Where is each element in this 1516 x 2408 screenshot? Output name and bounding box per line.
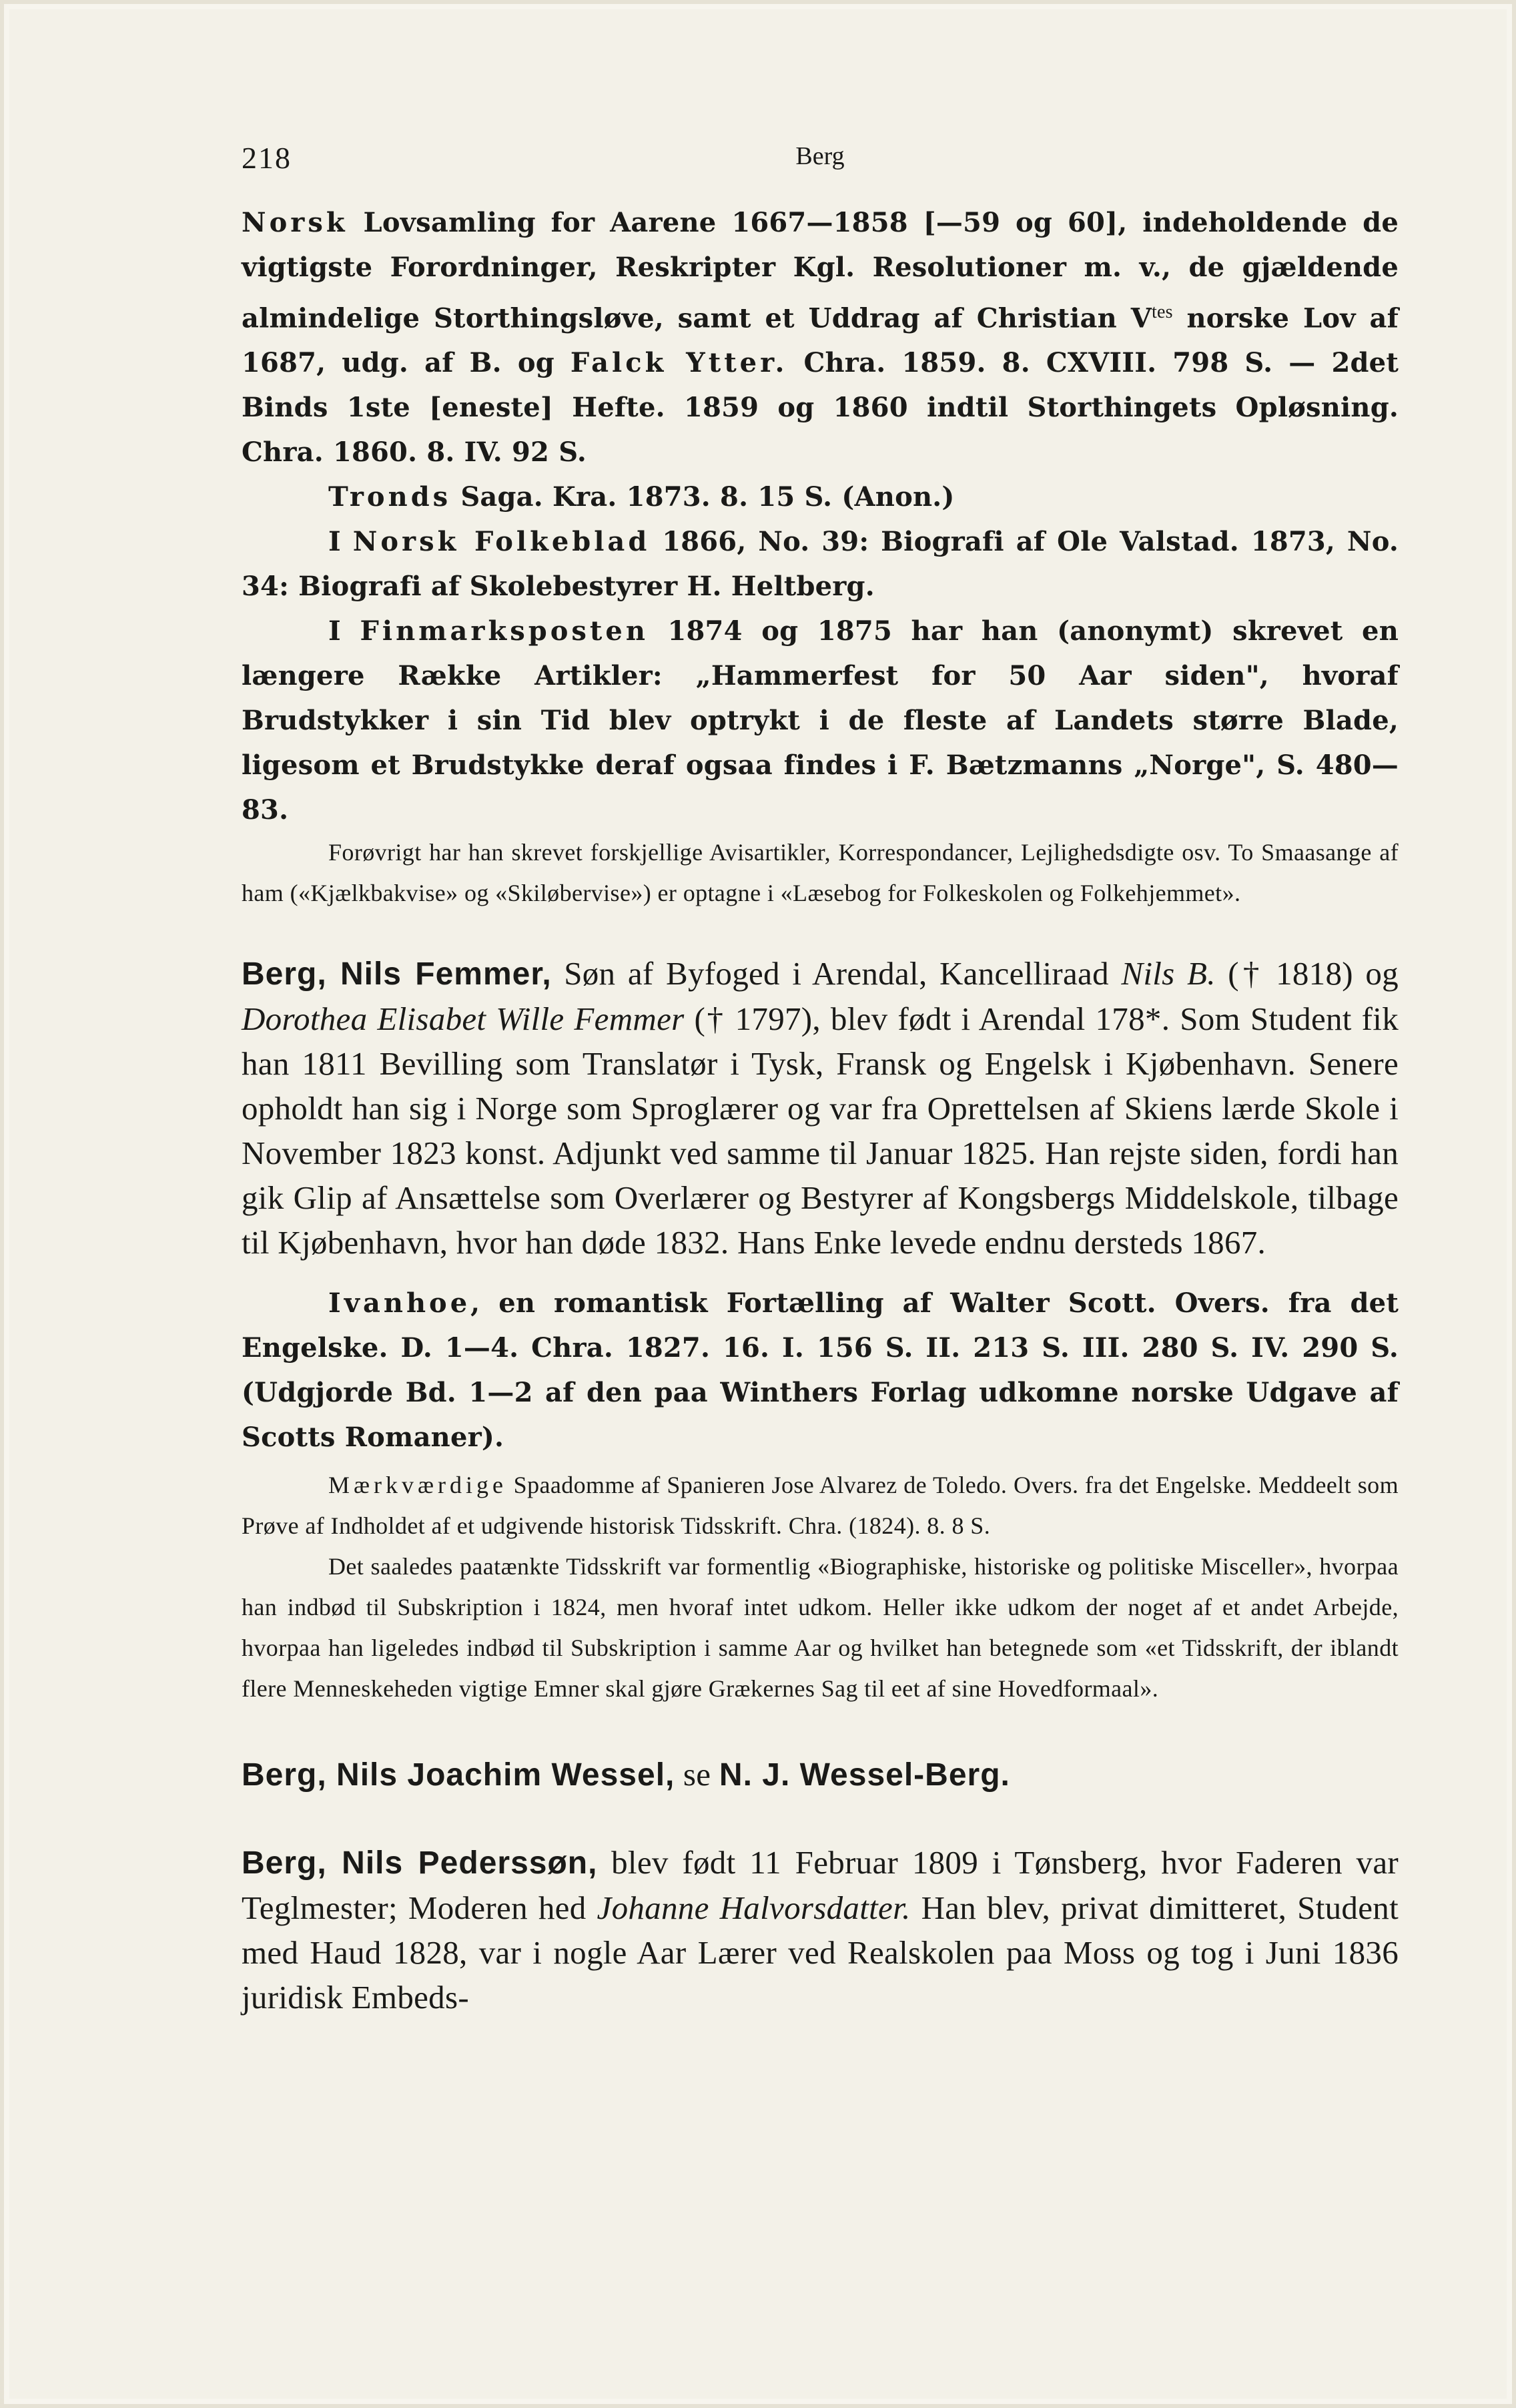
text-run: blev født 11 Februar 1809 i Tønsberg, hvor Faderen var Teglmester; Moderen hed xyxy=(242,1844,1399,1927)
entry-heading: Berg, Nils Femmer, xyxy=(242,956,552,992)
text-run: Chra. 1859. 8. CXVIII. 798 S. — 2det Binds 1ste [eneste] Hefte. 1859 og 1860 indtil Storthingets Opløsning. Chra. 1860. 8. IV. 92 S. xyxy=(242,347,1399,469)
work-title: Norsk xyxy=(242,207,348,238)
text-run: 1874 og 1875 har han (anonymt) skrevet en længere Række Artikler: „Hammerfest for 50 Aar siden", hvoraf Brudstykker i sin Tid blev optrykt i de fleste af Landets større Blade, ligesom et Brudstykke deraf ogsaa findes i F. Bætzmanns „Norge", S. 480—83. xyxy=(242,615,1399,826)
text-run: Søn af Byfoged i Arendal, Kancelliraad xyxy=(551,955,1122,992)
entry-nils-joachim-wessel xyxy=(242,1752,1399,1797)
editor-name: Falck Ytter. xyxy=(570,347,788,379)
note-tidsskrift: Det saaledes paatænkte Tidsskrift var formentlig «Biographiske, historiske og politiske Misceller», hvorpaa han indbød til Subskription i 1824, men hvoraf intet udkom. Heller ikke udkom der noget af et andet Arbejde, hvorpaa han ligeledes indbød til Subskription i samme Aar og hvilket han betegnede som «et Tidsskrift, der iblandt flere Menneskeheden vigtige Emner skal gjøre Grækernes Sag til eet af sine Hovedformaal». xyxy=(242,1553,1399,1703)
text-run: I xyxy=(328,526,353,558)
cross-reference: N. J. Wessel-Berg. xyxy=(719,1757,1010,1793)
running-head: Berg xyxy=(795,142,845,170)
bibliography-lovsamling xyxy=(242,200,1399,475)
person-name: Nils B. xyxy=(1121,955,1216,992)
page-body xyxy=(242,200,1399,2020)
bibliography-tronds-saga xyxy=(242,475,1399,519)
text-run: norske Lov af 1687, udg. af B. og xyxy=(242,302,1399,379)
text-run: Spaadomme af Spanieren Jose Alvarez de Toledo. Overs. fra det Engelske. Meddeelt som Prøve af Indholdet af et udgivende historisk Tidsskrift. Chra. (1824). 8. 8 S. xyxy=(242,1472,1399,1540)
text-run: 1866, No. 39: Biografi af Ole Valstad. 1873, No. 34: Biografi af Skolebestyrer H. Heltberg. xyxy=(242,526,1399,603)
person-name: Dorothea Elisabet Wille Femmer xyxy=(242,1000,685,1038)
text-run: I xyxy=(328,615,360,647)
entry-nils-pederssøn xyxy=(242,1840,1399,2020)
bibliography-folkeblad xyxy=(242,519,1399,609)
work-title: Ivanhoe xyxy=(328,1287,471,1319)
entry-heading: Berg, Nils Pederssøn, xyxy=(242,1845,598,1881)
periodical-title: Norsk Folkeblad xyxy=(352,526,651,558)
text-run: se xyxy=(675,1756,719,1793)
person-name: Johanne Halvorsdatter. xyxy=(597,1889,911,1927)
bibliography-spaadomme xyxy=(242,1465,1399,1546)
page-number: 218 xyxy=(242,141,292,175)
bibliography-ivanhoe xyxy=(242,1281,1399,1460)
text-run: († 1818) og xyxy=(1215,955,1399,992)
work-title: Tronds xyxy=(328,481,452,513)
text-run: Lovsamling for Aarene 1667—1858 [—59 og 60], indeholdende de vigtigste Forordninger, Reskripter Kgl. Resolutioner m. v., de gjældende almindelige Storthingsløve, samt et Uddrag af Christian V xyxy=(242,207,1399,334)
text-run: Saga. Kra. 1873. 8. 15 S. (Anon.) xyxy=(451,481,955,513)
work-title: Mærkværdige xyxy=(328,1472,507,1499)
text-run: († 1797), blev født i Arendal 178*. Som Student fik han 1811 Bevilling som Translatør i Tysk, Fransk og Engelsk i Kjøbenhavn. Senere opholdt han sig i Norge som Sproglærer og var fra Oprettelsen af Skiens lærde Skole i November 1823 konst. Adjunkt ved samme til Januar 1825. Han rejste siden, fordi han gik Glip af Ansættelse som Overlærer og Bestyrer af Kongsbergs Middelskole, tilbage til Kjøbenhavn, hvor han døde 1832. Hans Enke levede endnu dersteds 1867. xyxy=(242,1000,1399,1261)
text-run: Han blev, privat dimitteret, Student med Haud 1828, var i nogle Aar Lærer ved Realskolen paa Moss og tog i Juni 1836 juridisk Embeds- xyxy=(242,1889,1399,2016)
text-run: , en romantisk Fortælling af Walter Scott. Overs. fra det Engelske. D. 1—4. Chra. 1827. 16. I. 156 S. II. 213 S. III. 280 S. IV. 290 S. (Udgjorde Bd. 1—2 af den paa Winthers Forlag udkomne norske Udgave af Scotts Romaner). xyxy=(242,1287,1399,1454)
entry-heading: Berg, Nils Joachim Wessel, xyxy=(242,1757,675,1793)
entry-nils-femmer xyxy=(242,951,1399,1265)
page-header xyxy=(242,133,1399,180)
periodical-title: Finmarksposten xyxy=(360,615,649,647)
bibliography-finmarksposten xyxy=(242,609,1399,832)
superscript: tes xyxy=(1151,302,1173,322)
note-forovrigt: Forøvrigt har han skrevet forskjellige Avisartikler, Korrespondancer, Lejlighedsdigte osv. To Smaasange af ham («Kjælkbakvise» og «Skiløbervise») er optagne i «Læsebog for Folkeskolen og Folkehjemmet». xyxy=(242,839,1399,907)
